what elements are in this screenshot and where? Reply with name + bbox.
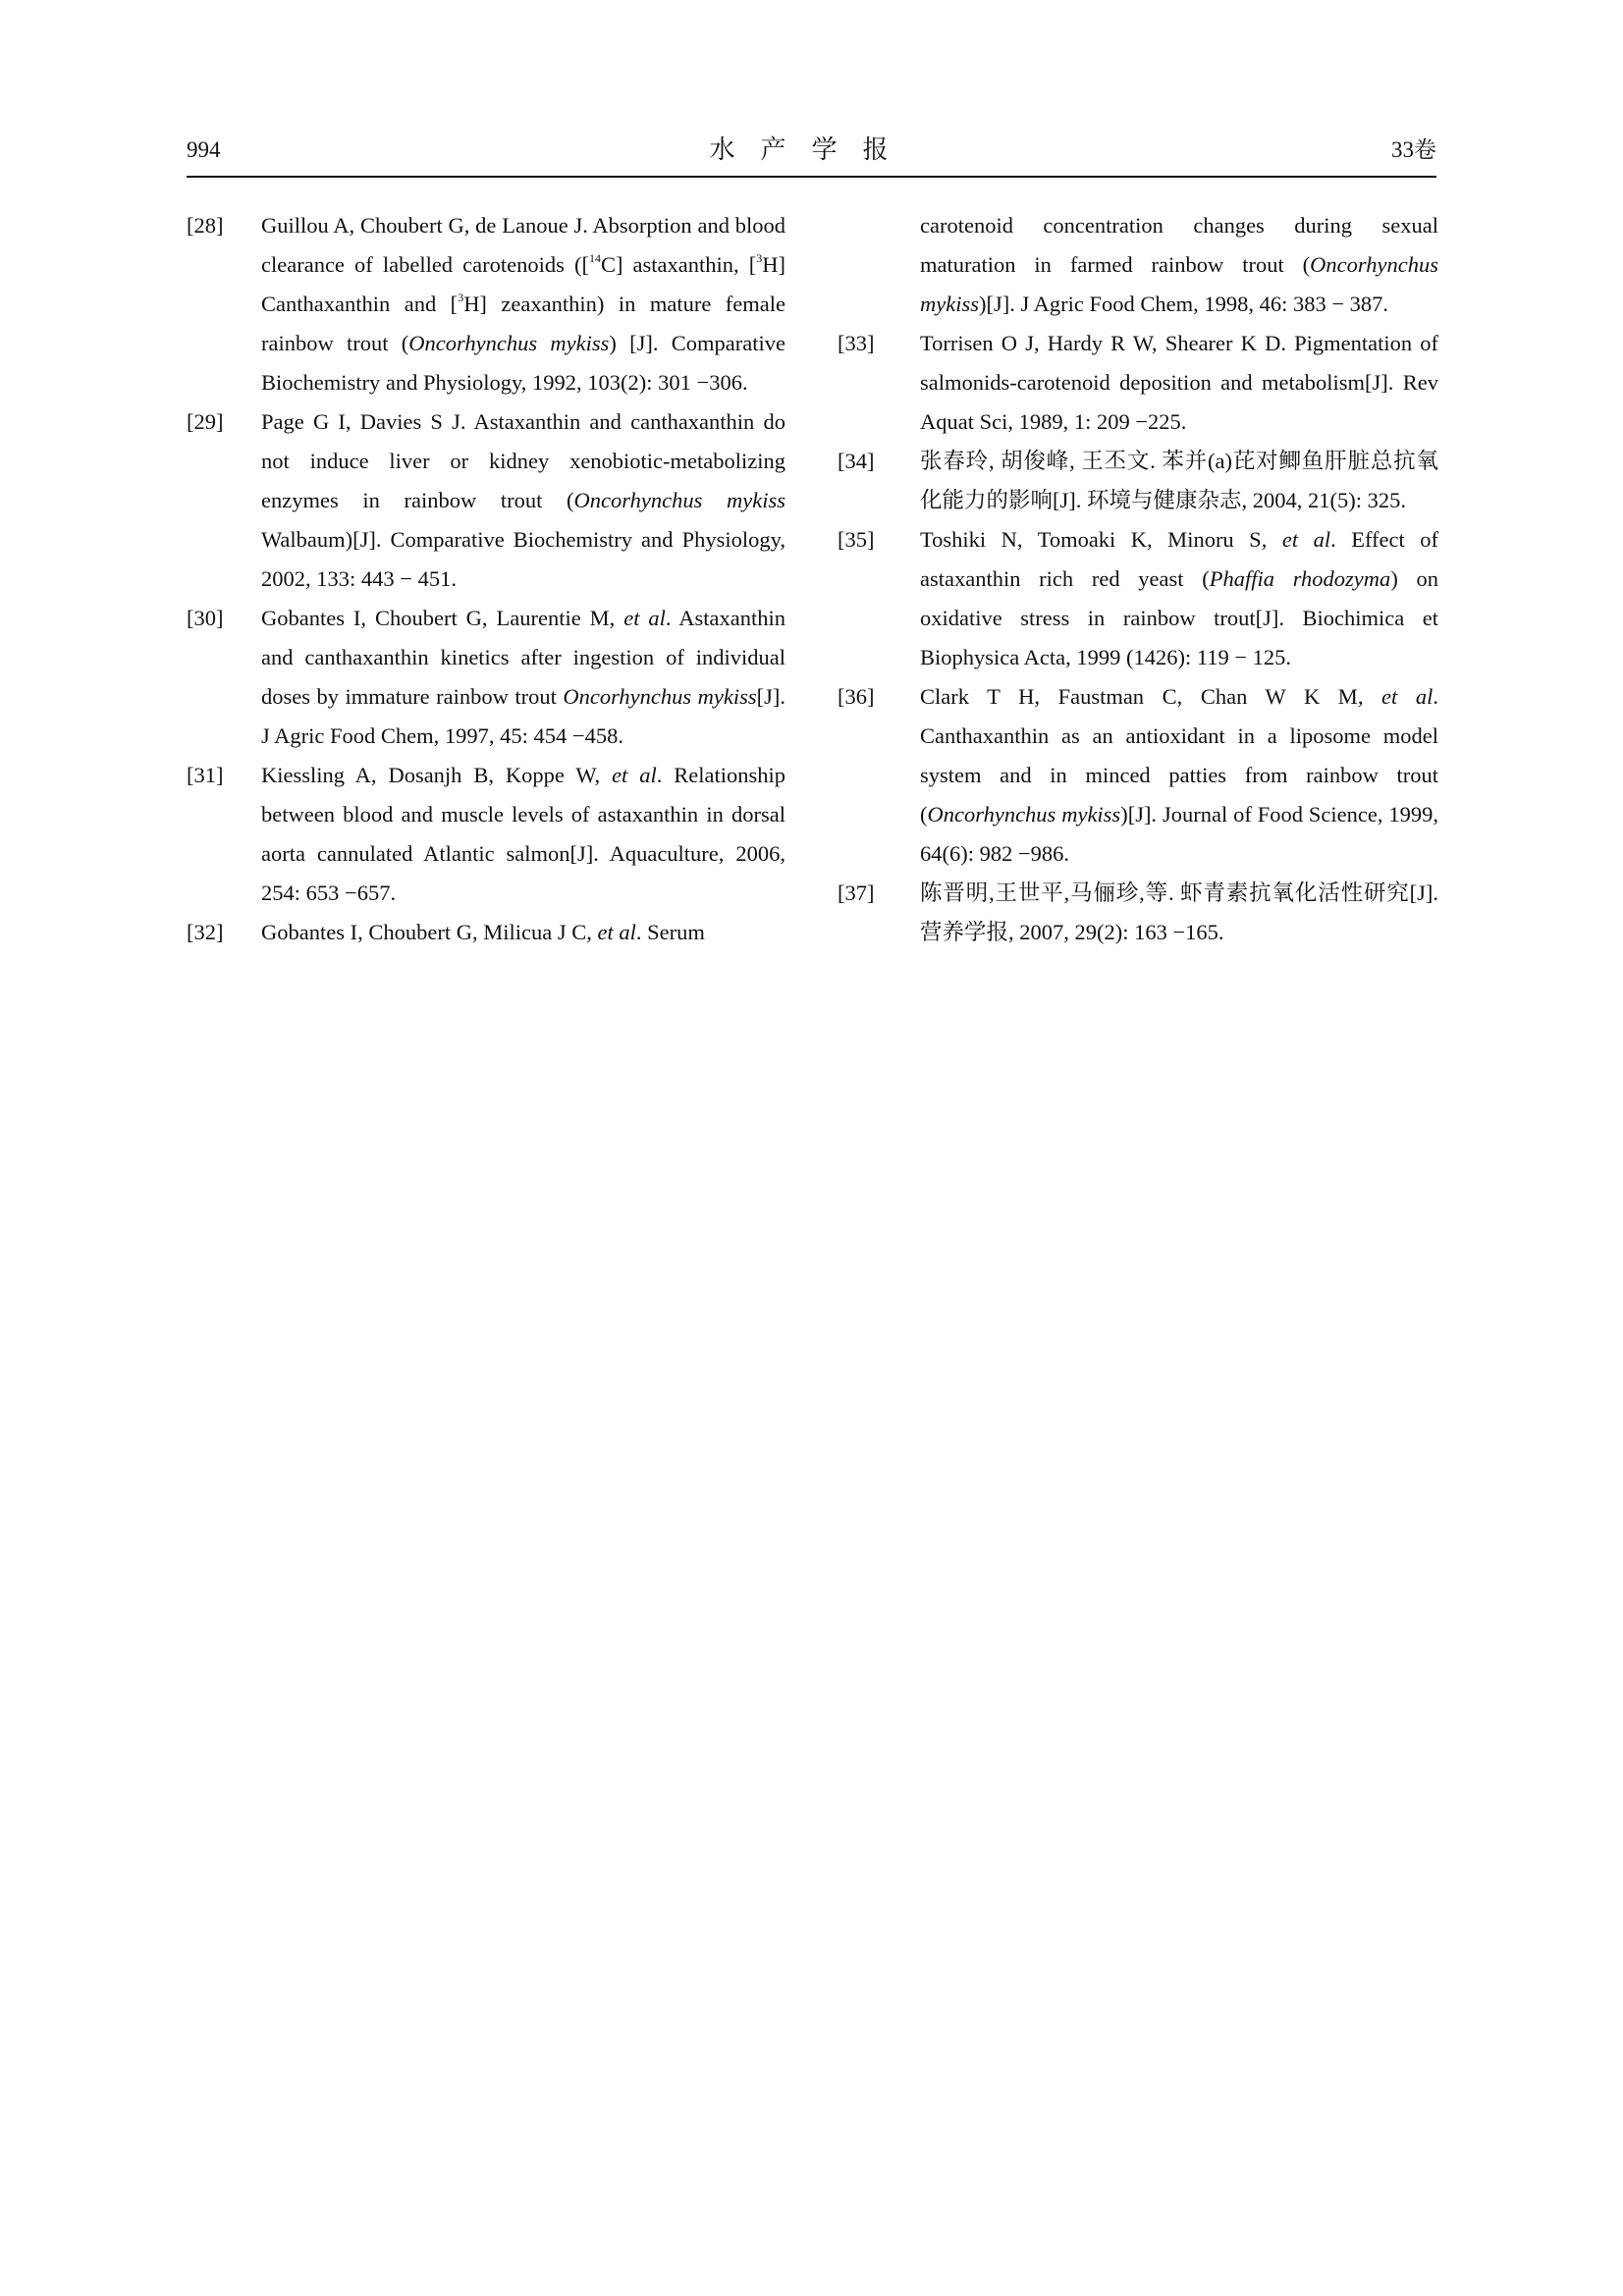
- reference-item: [187, 756, 785, 913]
- reference-number: [36]: [838, 684, 875, 709]
- reference-text: H] zeaxanthin) in mature female rainbow trout (: [261, 292, 786, 355]
- reference-text: 陈晋明,王世平,马俪珍,等. 虾青素抗氧化活性研究[J]. 营养学报, 2007, 29(2): 163 −165.: [920, 881, 1438, 944]
- reference-text: Torrisen O J, Hardy R W, Shearer K D. Pigmentation of salmonids-carotenoid deposition and metabolism[J]. Rev Aquat Sci, 1989, 1: 209 −225.: [920, 331, 1438, 434]
- reference-item: [838, 324, 1438, 442]
- reference-body: [920, 874, 1438, 952]
- reference-text: . Relationship between blood and muscle levels of astaxanthin in dorsal aorta cannulated Atlantic salmon[J]. Aquaculture, 2006, 254: 653 −657.: [261, 763, 785, 905]
- reference-number: [37]: [838, 881, 875, 905]
- italic-text: Phaffia rhodozyma: [1209, 566, 1391, 591]
- reference-list: [187, 206, 785, 952]
- italic-text: et al: [597, 920, 636, 944]
- reference-number: [30]: [187, 606, 224, 630]
- reference-body: [261, 402, 785, 599]
- reference-body: [920, 677, 1438, 874]
- reference-text: . Astaxanthin and canthaxanthin kinetics after ingestion of individual doses by immature rainbow trout: [261, 606, 785, 709]
- reference-item: [187, 913, 785, 952]
- reference-body: [261, 206, 785, 402]
- reference-text: )[J]. J Agric Food Chem, 1998, 46: 383 − 387.: [979, 292, 1389, 316]
- italic-text: et al: [1281, 527, 1331, 552]
- reference-text: Gobantes I, Choubert G, Milicua J C,: [261, 920, 598, 944]
- reference-text: carotenoid concentration changes during sexual maturation in farmed rainbow trout (: [920, 213, 1438, 277]
- reference-item: [838, 520, 1438, 677]
- italic-text: Oncorhynchus mykiss: [408, 331, 610, 355]
- reference-body: [261, 599, 785, 756]
- reference-number: [34]: [838, 449, 875, 473]
- italic-text: et al: [1381, 684, 1434, 709]
- isotope-superscript: 3: [756, 251, 763, 265]
- reference-text: [J]. J Agric Food Chem, 1997, 45: 454 −458.: [261, 684, 785, 748]
- reference-text: . Serum: [635, 920, 705, 944]
- journal-title: 水产学报: [709, 135, 914, 164]
- reference-body: [261, 913, 785, 952]
- italic-text: Oncorhynchus mykiss: [563, 684, 757, 709]
- reference-item: [187, 402, 785, 599]
- reference-body: [261, 756, 785, 913]
- italic-text: Oncorhynchus mykiss: [920, 252, 1438, 316]
- right-column: [838, 206, 1438, 952]
- reference-text: Gobantes I, Choubert G, Laurentie M,: [261, 606, 624, 630]
- header-rule: [187, 176, 1436, 178]
- reference-number: [29]: [187, 409, 224, 434]
- reference-number: [31]: [187, 763, 224, 787]
- reference-text: Walbaum)[J]. Comparative Biochemistry and Physiology, 2002, 133: 443 − 451.: [261, 527, 785, 591]
- reference-item: [838, 874, 1438, 952]
- running-header: [187, 135, 1436, 177]
- reference-item: [838, 442, 1438, 520]
- reference-body: [920, 442, 1438, 520]
- reference-continuation: [920, 206, 1438, 324]
- reference-number: [28]: [187, 213, 224, 238]
- page-number: 994: [187, 137, 221, 162]
- reference-text: Page G I, Davies S J. Astaxanthin and canthaxanthin do not induce liver or kidney xenobiotic-metabolizing enzymes in rainbow trout (: [261, 409, 785, 512]
- reference-item: [838, 677, 1438, 874]
- reference-text: . Effect of astaxanthin rich red yeast (: [920, 527, 1438, 591]
- italic-text: et al: [612, 763, 657, 787]
- reference-text: ) on oxidative stress in rainbow trout[J]. Biochimica et Biophysica Acta, 1999 (1426): 119 − 125.: [920, 566, 1439, 669]
- reference-text: Toshiki N, Tomoaki K, Minoru S,: [920, 527, 1282, 552]
- reference-body: [920, 324, 1438, 442]
- reference-item: [187, 206, 785, 402]
- reference-text: )[J]. Journal of Food Science, 1999, 64(6): 982 −986.: [920, 802, 1438, 866]
- isotope-superscript: 3: [458, 291, 464, 304]
- reference-body: [920, 520, 1438, 677]
- reference-text: Clark T H, Faustman C, Chan W K M,: [920, 684, 1382, 709]
- reference-number: [32]: [187, 920, 224, 944]
- isotope-superscript: 14: [588, 251, 601, 265]
- italic-text: et al: [623, 606, 666, 630]
- reference-text: ) [J]. Comparative Biochemistry and Physiology, 1992, 103(2): 301 −306.: [261, 331, 785, 395]
- reference-text: H] Canthaxanthin and [: [261, 252, 785, 316]
- reference-number: [35]: [838, 527, 875, 552]
- italic-text: Oncorhynchus mykiss: [927, 802, 1121, 827]
- reference-text: Guillou A, Choubert G, de Lanoue J. Absorption and blood clearance of labelled carotenoids ([: [261, 213, 785, 277]
- reference-text: . Canthaxanthin as an antioxidant in a liposome model system and in minced patties from rainbow trout (: [920, 684, 1439, 827]
- reference-text: 张春玲, 胡俊峰, 王丕文. 苯并(a)芘对鲫鱼肝脏总抗氧化能力的影响[J]. 环境与健康杂志, 2004, 21(5): 325.: [920, 449, 1438, 512]
- reference-list: [838, 324, 1438, 952]
- volume-label: 33卷: [1391, 137, 1436, 162]
- italic-text: Oncorhynchus mykiss: [573, 488, 785, 512]
- reference-number: [33]: [838, 331, 875, 355]
- reference-text: Kiessling A, Dosanjh B, Koppe W,: [261, 763, 613, 787]
- left-column: [187, 206, 785, 952]
- reference-item: [187, 599, 785, 756]
- reference-text: C] astaxanthin, [: [600, 252, 757, 277]
